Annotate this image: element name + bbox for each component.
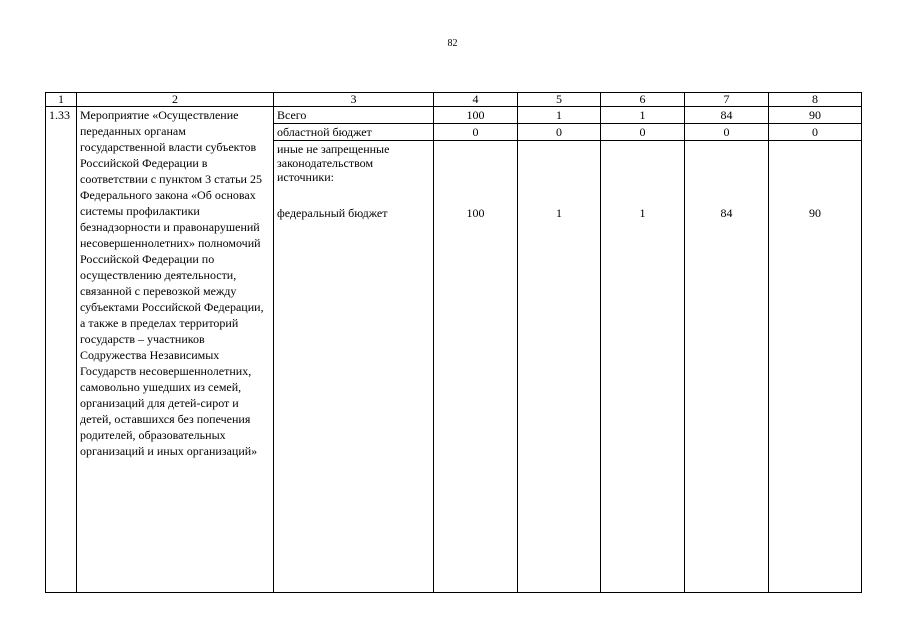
header-cell: 2 (77, 93, 274, 107)
funding-table (45, 92, 862, 593)
header-cell: 5 (518, 93, 601, 107)
federal-value: 1 (556, 206, 562, 220)
federal-value: 1 (639, 206, 646, 220)
value-cell (685, 141, 769, 593)
federal-value: 100 (466, 206, 485, 220)
value-cell: 100 (434, 107, 518, 124)
value-cell: 90 (769, 107, 862, 124)
federal-value: 90 (809, 206, 821, 220)
header-cell: 3 (274, 93, 434, 107)
value-cell (434, 141, 518, 593)
value-cell: 84 (685, 107, 769, 124)
value-cell (518, 141, 601, 593)
header-cell: 1 (46, 93, 77, 107)
other-sources-label: иные не запрещенные законодательством источники: (277, 142, 390, 184)
header-row (46, 93, 862, 107)
value-cell: 1 (601, 107, 685, 124)
page-number: 82 (447, 38, 458, 49)
item-code: 1.33 (46, 107, 77, 593)
value-cell: 0 (434, 124, 518, 141)
value-cell: 0 (518, 124, 601, 141)
header-cell: 8 (769, 93, 862, 107)
value-cell: 0 (601, 124, 685, 141)
federal-budget-label: федеральный бюджет (277, 206, 388, 220)
value-cell: 0 (769, 124, 862, 141)
table-row-total (46, 107, 862, 124)
value-cell: 1 (518, 107, 601, 124)
value-cell (769, 141, 862, 593)
value-cell (601, 141, 685, 593)
item-description: Мероприятие «Осуществление переданных органам государственной власти субъектов Российской Федерации в соответствии с пунктом 3 статьи 25 Федерального закона «Об основах системы профилактики безнадзорности и правонарушений несовершеннолетних» полномочий Российской Федерации по осуществлению деятельности, связанной с перевозкой между субъектами Российской Федерации, а также в пределах территорий государств – участников Содружества Независимых Государств несовершеннолетних, самовольно ушедших из семей, организаций для детей-сирот и детей, оставшихся без попечения родителей, образовательных организаций и иных организаций» (77, 107, 274, 593)
source-cell (274, 141, 434, 593)
header-cell: 4 (434, 93, 518, 107)
value-cell: 0 (685, 124, 769, 141)
header-cell: 6 (601, 93, 685, 107)
header-cell: 7 (685, 93, 769, 107)
source-cell: областной бюджет (274, 124, 434, 141)
source-cell: Всего (274, 107, 434, 124)
federal-value: 84 (720, 206, 733, 220)
